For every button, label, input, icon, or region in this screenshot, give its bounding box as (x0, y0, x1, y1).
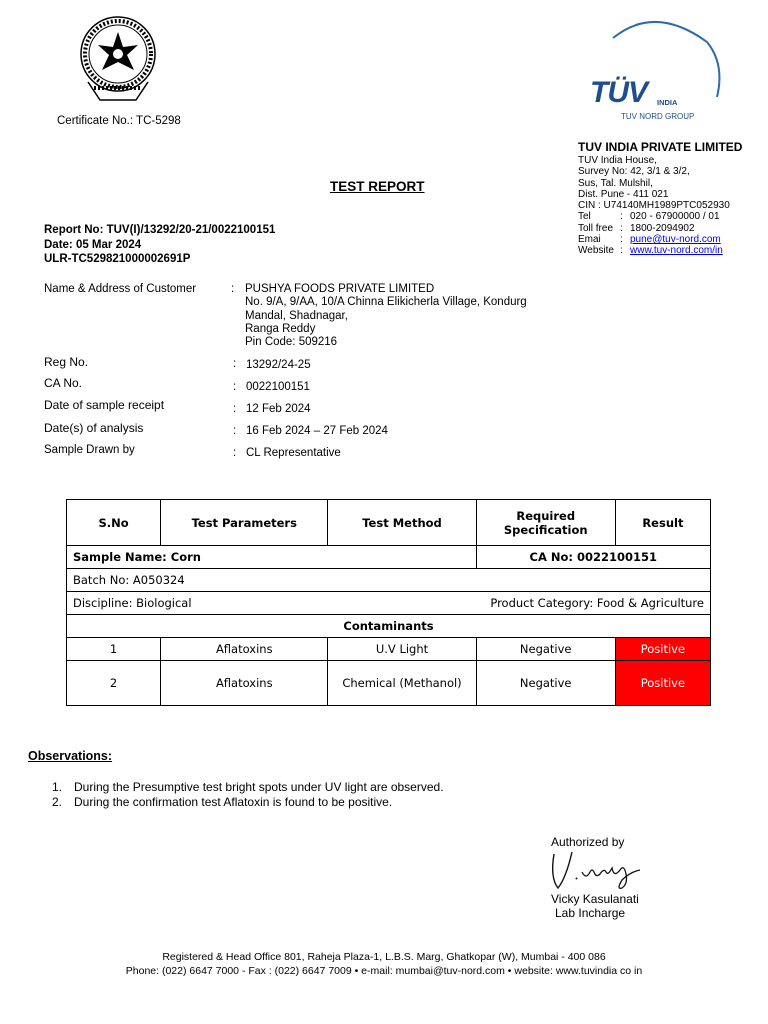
company-address (578, 155, 730, 257)
observations-list (52, 780, 444, 809)
row-result: Positive (615, 638, 710, 661)
authorized-by-label: Authorized by (551, 835, 625, 849)
ca-no-label: CA No. (44, 376, 83, 390)
customer-line: Mandal, Shadnagar, (245, 309, 348, 322)
contact-tel: Tel : 020 - 67900000 / 01 (578, 211, 720, 223)
signature-icon (548, 848, 648, 892)
company-name: TUV INDIA PRIVATE LIMITED (578, 140, 743, 154)
address-line: TUV India House, (578, 155, 657, 166)
address-line: Sus, Tal. Mulshil, (578, 177, 653, 189)
tuv-logo-text: TÜV (590, 76, 647, 109)
batch-no: Batch No: A050324 (67, 569, 711, 592)
colon: : (233, 403, 237, 415)
row-sno: 1 (67, 638, 161, 661)
colon: : (233, 425, 237, 437)
col-header-method: Test Method (328, 500, 476, 546)
colon: : (233, 447, 237, 459)
footer-contact: Phone: (022) 6647 7000 - Fax : (022) 6647 7009 • e-mail: mumbai@tuv-nord.com • website: www.tuvindia co in (125, 965, 643, 977)
contact-toll-free: Toll free : 1800-2094902 (578, 222, 695, 234)
address-line: Dist. Pune - 411 021 (578, 188, 669, 200)
receipt-date-label: Date of sample receipt (44, 398, 165, 412)
contact-website: Website : www.tuv-nord.com/in (578, 245, 723, 257)
row-method: Chemical (Methanol) (328, 661, 476, 706)
website-link[interactable]: www.tuv-nord.com/in (630, 245, 723, 257)
contact-email: Emai : pune@tuv-nord.com (578, 234, 721, 246)
colon: : (233, 381, 237, 393)
observations-title: Observations: (28, 749, 113, 763)
col-header-specification: Required Specification (476, 500, 615, 546)
accreditation-seal-icon (70, 12, 170, 112)
table-row (67, 638, 711, 661)
list-item: 2. During the confirmation test Aflatoxin is found to be positive. (52, 794, 393, 809)
receipt-date-value: 12 Feb 2024 (246, 403, 311, 415)
analysis-date-label: Date(s) of analysis (44, 421, 144, 435)
customer-line: No. 9/A, 9/AA, 10/A Chinna Elikicherla Village, Kondurg (245, 296, 527, 309)
analysis-date-value: 16 Feb 2024 – 27 Feb 2024 (246, 425, 388, 437)
address-line: Survey No: 42, 3/1 & 3/2, (578, 166, 690, 178)
col-header-sno: S.No (67, 500, 161, 546)
report-number: Report No: TUV(I)/13292/20-21/0022100151 (44, 224, 276, 236)
signature (548, 848, 648, 892)
reg-no-label: Reg No. (44, 355, 89, 369)
report-title: TEST REPORT (330, 179, 425, 194)
address-line: CIN : U74140MH1989PTC052930 (578, 200, 730, 212)
email-link[interactable]: pune@tuv-nord.com (630, 234, 721, 246)
customer-label: Name & Address of Customer (44, 283, 197, 295)
customer-line: Pin Code: 509216 (245, 336, 338, 349)
signer-name: Vicky Kasulanati (551, 892, 639, 906)
colon: : (233, 358, 237, 370)
table-row (67, 661, 711, 706)
row-result: Positive (615, 661, 710, 706)
reg-no-value: 13292/24-25 (246, 359, 311, 371)
ca-no-value: 0022100151 (246, 381, 310, 393)
tuv-logo-group: TUV NORD GROUP (621, 112, 695, 121)
signer-role: Lab Incharge (555, 906, 626, 920)
discipline-cell (67, 592, 711, 615)
row-method: U.V Light (328, 638, 476, 661)
section-row (67, 615, 711, 638)
discipline: Discipline: Biological (73, 596, 192, 610)
col-header-parameters: Test Parameters (161, 500, 328, 546)
signer-block (551, 892, 639, 920)
results-table (66, 499, 711, 706)
discipline-row (67, 592, 711, 615)
report-date: Date: 05 Mar 2024 (44, 238, 142, 251)
col-header-result: Result (615, 500, 710, 546)
certificate-number: Certificate No.: TC-5298 (57, 115, 181, 127)
report-meta (44, 223, 275, 267)
customer-line: PUSHYA FOODS PRIVATE LIMITED (245, 283, 435, 295)
colon: : (231, 283, 235, 295)
table-ca-no: CA No: 0022100151 (476, 546, 710, 569)
tuv-logo-india: INDIA (657, 98, 678, 107)
ulr-number: ULR-TC529821000002691P (44, 253, 191, 265)
table-header-row (67, 500, 711, 546)
list-item: 1. During the Presumptive test bright spots under UV light are observed. (52, 780, 444, 794)
customer-address (245, 283, 527, 349)
row-specification: Negative (476, 661, 615, 706)
customer-line: Ranga Reddy (245, 322, 316, 335)
row-parameter: Aflatoxins (161, 638, 328, 661)
batch-row (67, 569, 711, 592)
product-category: Product Category: Food & Agriculture (490, 596, 704, 610)
sample-drawn-value: CL Representative (246, 447, 341, 459)
sample-drawn-label: Sample Drawn by (44, 444, 135, 456)
footer-address: Registered & Head Office 801, Raheja Plaza-1, L.B.S. Marg, Ghatkopar (W), Mumbai - 400 086 (162, 951, 606, 963)
row-sno: 2 (67, 661, 161, 706)
sample-row (67, 546, 711, 569)
section-title: Contaminants (67, 615, 711, 638)
row-specification: Negative (476, 638, 615, 661)
accreditation-logo (70, 12, 170, 112)
sample-name: Sample Name: Corn (67, 546, 477, 569)
row-parameter: Aflatoxins (161, 661, 328, 706)
tuv-logo (585, 12, 725, 127)
